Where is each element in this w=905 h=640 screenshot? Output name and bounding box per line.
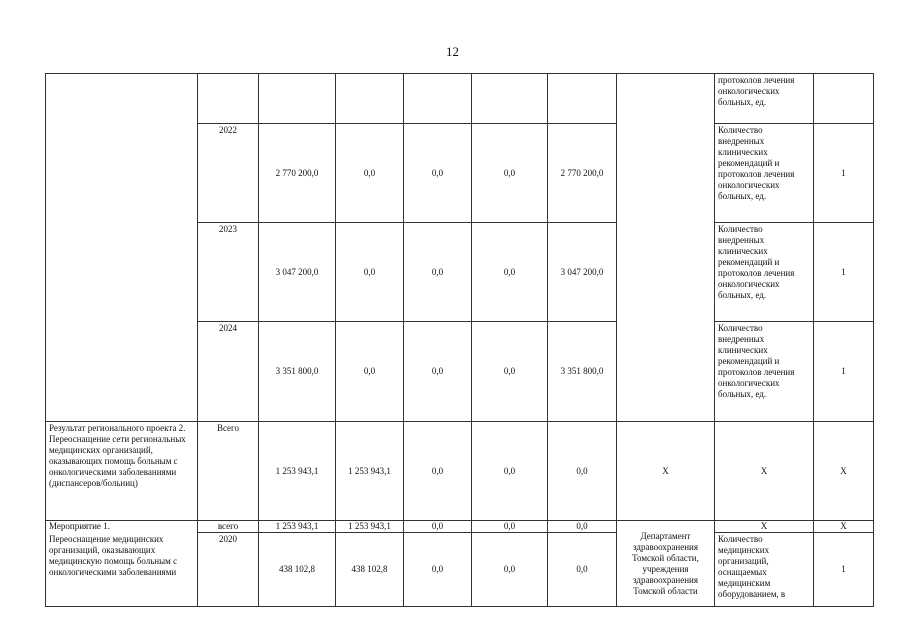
cell-regional: 0,0: [404, 533, 472, 607]
cell-value: 1: [814, 223, 874, 322]
cell-year: всего: [198, 521, 259, 533]
cell-extra: 3 047 200,0: [548, 223, 617, 322]
cell-indicator: Количество внедренных клинических рекомендаций и протоколов лечения онкологических больных, ед.: [715, 223, 814, 322]
cell-measure-name: Переоснащение медицинских организаций, оказывающих медицинскую помощь больным с онкологическими заболеваниями: [46, 533, 198, 607]
cell-executor-empty: [617, 74, 715, 422]
cell-indicator: Количество медицинских организаций, оснащаемых медицинским оборудованием, в: [715, 533, 814, 607]
cell-value-empty: [814, 74, 874, 124]
cell-local: 0,0: [472, 223, 548, 322]
cell-federal: 1 253 943,1: [336, 422, 404, 521]
cell-total: 438 102,8: [259, 533, 336, 607]
cell-ext-empty: [548, 74, 617, 124]
cell-total: 1 253 943,1: [259, 422, 336, 521]
cell-extra: 0,0: [548, 521, 617, 533]
cell-regional: 0,0: [404, 322, 472, 422]
table-row: [46, 533, 874, 607]
cell-total: 2 770 200,0: [259, 124, 336, 223]
table-row: [46, 422, 874, 521]
cell-measure-title: Мероприятие 1.: [46, 521, 198, 533]
cell-reg-empty: [404, 74, 472, 124]
page-number: 12: [446, 44, 459, 59]
cell-result-name: Результат регионального проекта 2. Переоснащение сети региональных медицинских организаций, оказывающих помощь больным с онкологическими заболеваниями (диспансеров/больниц): [46, 422, 198, 521]
cell-year: 2024: [198, 322, 259, 422]
cell-local: 0,0: [472, 521, 548, 533]
cell-name-empty: [46, 74, 198, 422]
cell-year-empty: [198, 74, 259, 124]
cell-local: 0,0: [472, 422, 548, 521]
cell-year: Всего: [198, 422, 259, 521]
cell-local: 0,0: [472, 322, 548, 422]
cell-regional: 0,0: [404, 422, 472, 521]
cell-value: X: [814, 521, 874, 533]
cell-regional: 0,0: [404, 223, 472, 322]
cell-indicator: X: [715, 422, 814, 521]
cell-extra: 0,0: [548, 533, 617, 607]
cell-year: 2020: [198, 533, 259, 607]
cell-year: 2023: [198, 223, 259, 322]
cell-federal: 0,0: [336, 322, 404, 422]
cell-total: 3 351 800,0: [259, 322, 336, 422]
cell-value: 1: [814, 124, 874, 223]
cell-federal: 0,0: [336, 223, 404, 322]
table-row: [46, 521, 874, 533]
cell-total: 3 047 200,0: [259, 223, 336, 322]
program-table: [45, 73, 874, 607]
cell-total-empty: [259, 74, 336, 124]
cell-local: 0,0: [472, 533, 548, 607]
table-row: [46, 74, 874, 124]
cell-local: 0,0: [472, 124, 548, 223]
cell-value: X: [814, 422, 874, 521]
cell-extra: 3 351 800,0: [548, 322, 617, 422]
cell-federal: 0,0: [336, 124, 404, 223]
cell-value: 1: [814, 533, 874, 607]
cell-extra: 2 770 200,0: [548, 124, 617, 223]
cell-executor: X: [617, 422, 715, 521]
cell-federal: 438 102,8: [336, 533, 404, 607]
cell-indicator: Количество внедренных клинических рекомендаций и протоколов лечения онкологических больных, ед.: [715, 322, 814, 422]
cell-executor: Департамент здравоохранения Томской области, учреждения здравоохранения Томской области: [617, 521, 715, 607]
cell-extra: 0,0: [548, 422, 617, 521]
cell-year: 2022: [198, 124, 259, 223]
cell-value: 1: [814, 322, 874, 422]
cell-indicator: протоколов лечения онкологических больных, ед.: [715, 74, 814, 124]
cell-fed-empty: [336, 74, 404, 124]
cell-loc-empty: [472, 74, 548, 124]
cell-indicator: Количество внедренных клинических рекомендаций и протоколов лечения онкологических больных, ед.: [715, 124, 814, 223]
cell-federal: 1 253 943,1: [336, 521, 404, 533]
cell-regional: 0,0: [404, 124, 472, 223]
cell-indicator: X: [715, 521, 814, 533]
cell-regional: 0,0: [404, 521, 472, 533]
cell-total: 1 253 943,1: [259, 521, 336, 533]
